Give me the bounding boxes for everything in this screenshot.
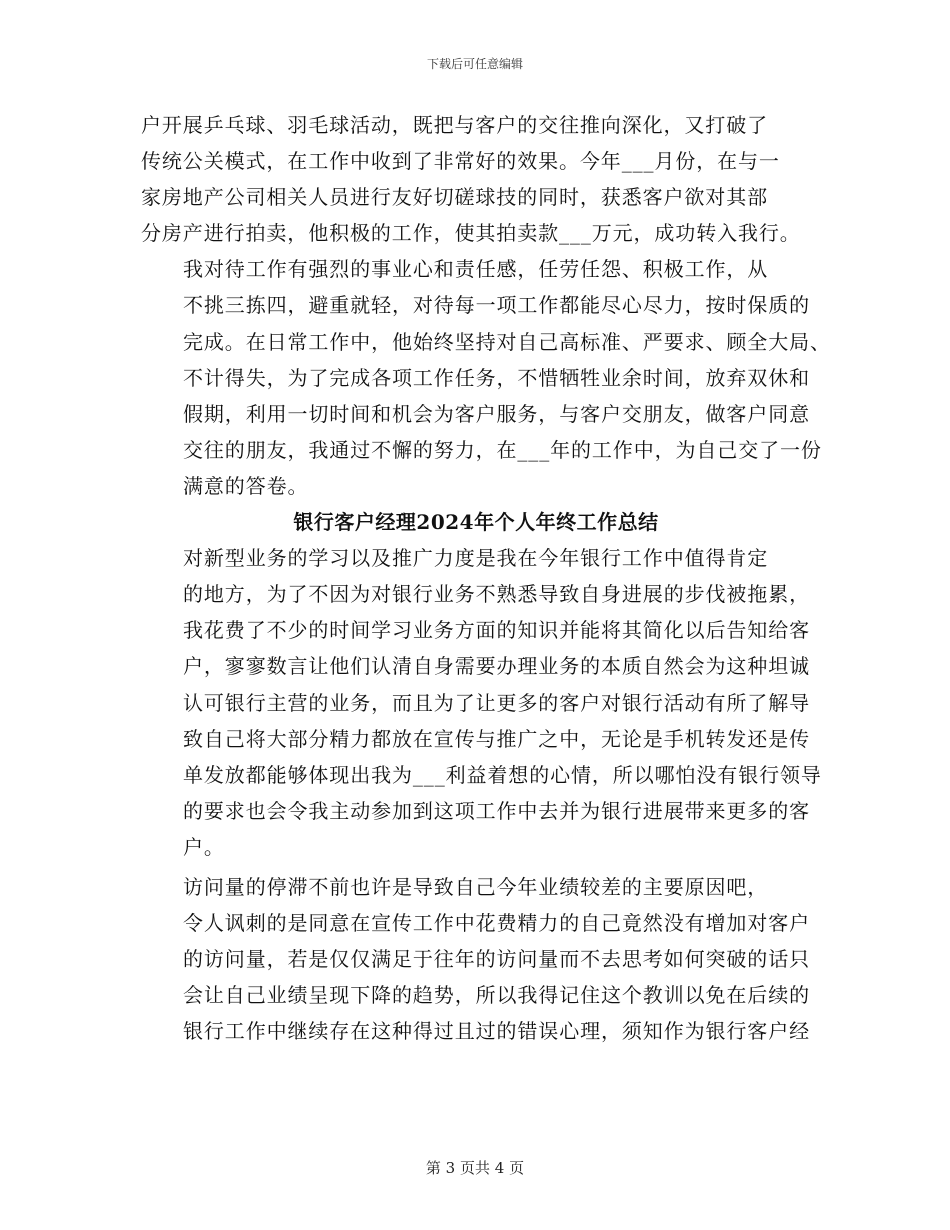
text-line: 分房产进行拍卖，他积极的工作，使其拍卖款___万元，成功转入我行。 <box>141 221 801 246</box>
text-line: 会让自己业绩呈现下降的趋势，所以我得记住这个教训以免在后续的 <box>183 983 810 1008</box>
section-title: 银行客户经理2024年个人年终工作总结 <box>293 510 659 535</box>
page-number: 第 3 页共 4 页 <box>425 1159 525 1177</box>
page-header-note: 下载后可任意编辑 <box>426 57 523 71</box>
text-line: 传统公关模式，在工作中收到了非常好的效果。今年___月份，在与一 <box>141 149 780 174</box>
section-paragraph-1 <box>141 540 822 865</box>
text-line: 完成。在日常工作中，他始终坚持对自己高标准、严要求、顾全大局、 <box>183 329 831 354</box>
text-line: 访问量的停滞不前也许是导致自己今年业绩较差的主要原因吧， <box>183 874 769 899</box>
section-paragraph-2 <box>141 869 811 1049</box>
text-line: 满意的答卷。 <box>183 473 309 498</box>
text-line: 认可银行主营的业务，而且为了让更多的客户对银行活动有所了解导 <box>183 690 810 715</box>
paragraph-1 <box>141 107 811 251</box>
text-line: 银行工作中继续存在这种得过且过的错误心理，须知作为银行客户经 <box>183 1019 810 1044</box>
text-line: 的访问量，若是仅仅满足于往年的访问量而不去思考如何突破的话只 <box>183 947 810 972</box>
text-line: 交往的朋友，我通过不懈的努力，在___年的工作中，为自己交了一份 <box>183 437 822 462</box>
text-line: 户，寥寥数言让他们认清自身需要办理业务的本质自然会为这种坦诚 <box>183 654 810 679</box>
text-line: 我花费了不少的时间学习业务方面的知识并能将其简化以后告知给客 <box>183 618 810 643</box>
text-line: 致自己将大部分精力都放在宣传与推广之中，无论是手机转发还是传 <box>183 726 810 751</box>
document-body <box>141 107 831 1049</box>
text-line: 假期，利用一切时间和机会为客户服务，与客户交朋友，做客户同意 <box>183 401 810 426</box>
text-line: 单发放都能够体现出我为___利益着想的心情，所以哪怕没有银行领导 <box>183 762 822 787</box>
paragraph-2 <box>141 251 831 504</box>
text-line: 户开展乒乓球、羽毛球活动，既把与客户的交往推向深化，又打破了 <box>141 113 768 137</box>
text-line: 家房地产公司相关人员进行友好切磋球技的同时，获悉客户欲对其部 <box>141 185 768 210</box>
text-line: 不计得失，为了完成各项工作任务，不惜牺牲业余时间，放弃双休和 <box>183 365 810 390</box>
text-line: 我对待工作有强烈的事业心和责任感，任劳任怨、积极工作，从 <box>183 257 769 282</box>
text-line: 不挑三拣四，避重就轻，对待每一项工作都能尽心尽力，按时保质的 <box>183 293 810 318</box>
text-line: 的地方，为了不因为对银行业务不熟悉导致自身进展的步伐被拖累， <box>183 582 810 607</box>
text-line: 令人讽刺的是同意在宣传工作中花费精力的自己竟然没有增加对客户 <box>183 911 810 936</box>
text-line: 户。 <box>183 834 225 859</box>
text-line: 对新型业务的学习以及推广力度是我在今年银行工作中值得肯定 <box>183 546 769 571</box>
text-line: 的要求也会令我主动参加到这项工作中去并为银行进展带来更多的客 <box>183 798 810 823</box>
